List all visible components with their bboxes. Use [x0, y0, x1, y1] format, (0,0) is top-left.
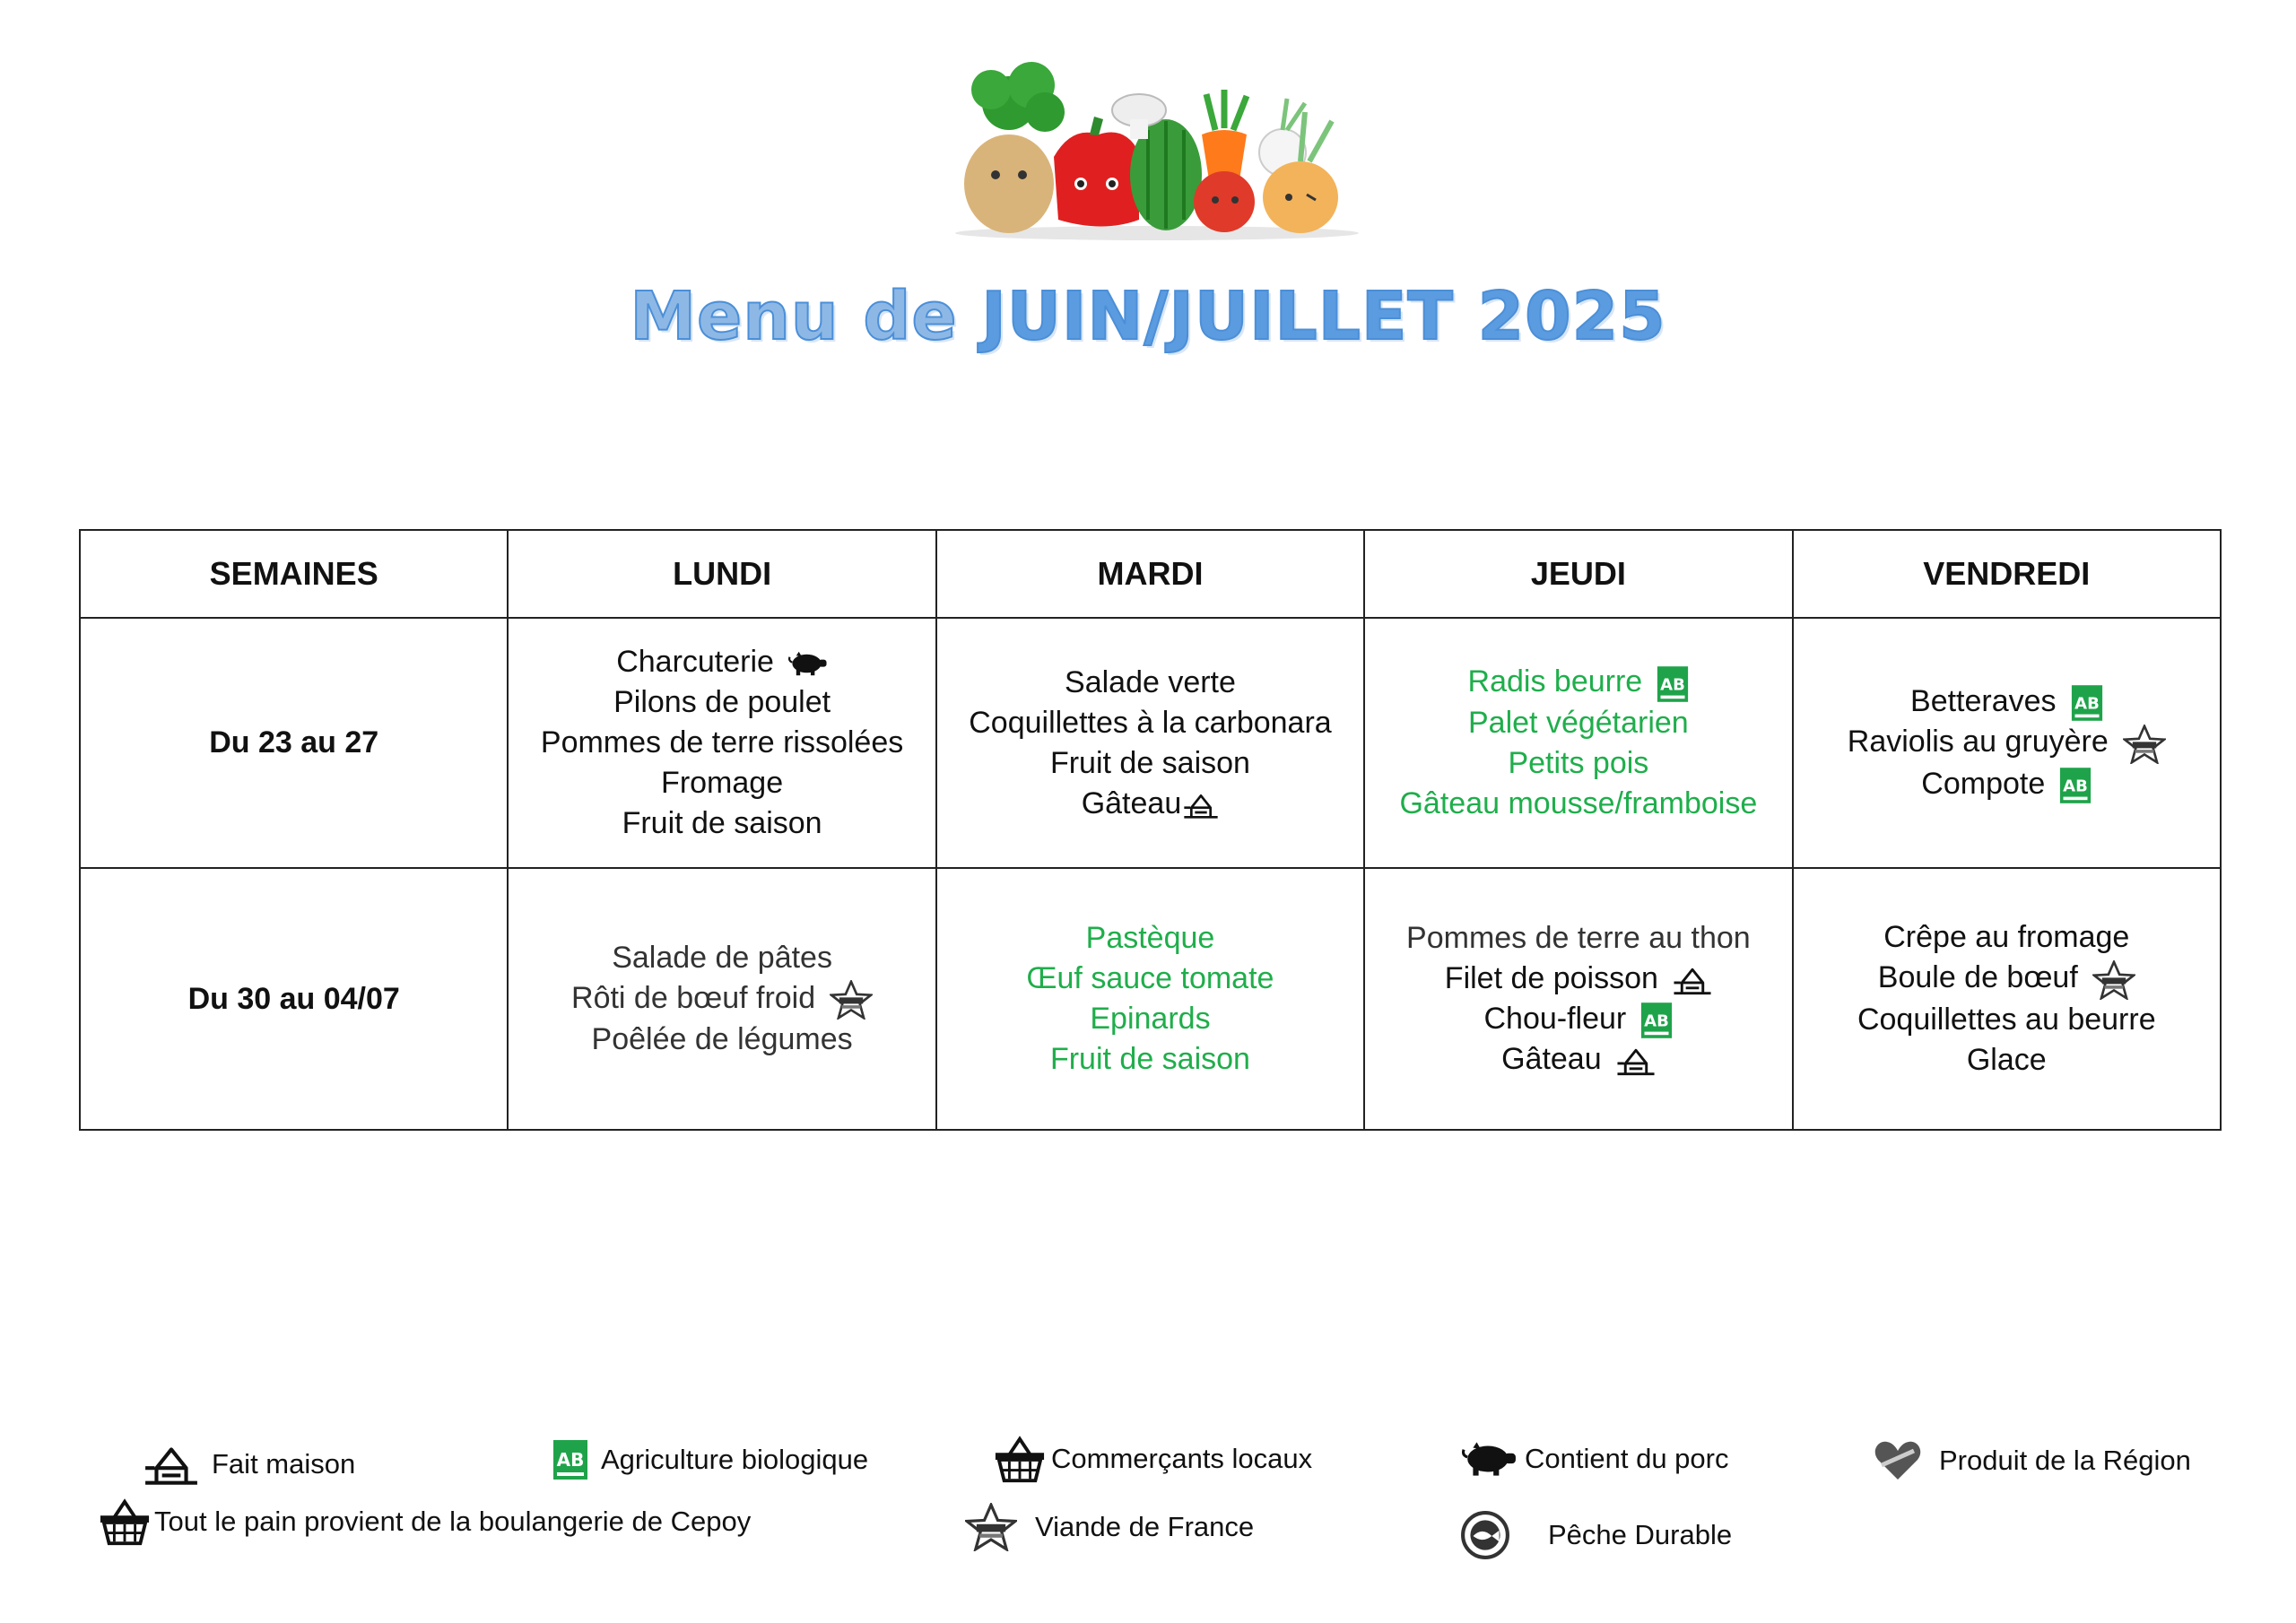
pig-icon [788, 650, 828, 677]
dish: Pilons de poulet [613, 685, 831, 719]
dish: Crêpe au fromage [1883, 920, 2130, 955]
dish: Coquillettes au beurre [1857, 1002, 2156, 1037]
dish: Pommes de terre rissolées [540, 725, 904, 759]
dish: Rôti de bœuf froid [509, 978, 934, 1020]
legend-region: Produit de la Région [1873, 1438, 2191, 1483]
dish: Palet végétarien [1468, 705, 1689, 740]
dish: Compote [1795, 764, 2219, 804]
dish: Fruit de saison [1049, 745, 1250, 780]
house-icon [1673, 965, 1712, 995]
cell-mardi-week1 [936, 618, 1364, 868]
dish: Fruit de saison [1049, 1042, 1250, 1076]
dish: Filet de poisson [1366, 959, 1790, 999]
ab-organic-icon [552, 1439, 588, 1480]
viande-france-icon [830, 980, 873, 1020]
legend-commercants: Commerçants locaux [994, 1435, 1312, 1483]
menu-table [79, 529, 2222, 1131]
legend-pain: Tout le pain provient de la boulangerie de Cepoy [99, 1497, 751, 1546]
dish: Salade de pâtes [612, 940, 832, 975]
viande-france-icon [2092, 960, 2135, 1000]
dish: Raviolis au gruyère [1795, 722, 2219, 763]
dish: Salade verte [1065, 664, 1236, 699]
dish: Betteraves [1795, 681, 2219, 722]
title-prefix: Menu de [630, 278, 982, 355]
cell-jeudi-week2 [1364, 868, 1792, 1130]
house-icon [1183, 791, 1219, 820]
pig-icon [1462, 1440, 1518, 1478]
cell-jeudi-week1 [1364, 618, 1792, 868]
fish-sustainable-icon [1460, 1510, 1510, 1560]
house-icon [1616, 1046, 1656, 1076]
dish: Charcuterie [509, 642, 934, 682]
dish: Gâteau [1366, 1039, 1790, 1080]
legend-peche: Pêche Durable [1460, 1510, 1732, 1560]
ab-organic-icon [1640, 1002, 1673, 1039]
viande-france-icon [2123, 725, 2166, 764]
dish: Radis beurre [1366, 662, 1790, 702]
dish: Pommes de terre au thon [1406, 920, 1751, 955]
dish: Coquillettes à la carbonara [969, 705, 1332, 740]
header-semaines: SEMAINES [80, 530, 508, 618]
dish: Gâteau [938, 784, 1362, 824]
page-title [0, 278, 2296, 355]
cell-vendredi-week2 [1793, 868, 2221, 1130]
legend-fait-maison: Fait maison [144, 1444, 355, 1485]
cell-lundi-week1 [508, 618, 935, 868]
title-month-year: JUIN/JUILLET 2025 [981, 278, 1666, 355]
viande-france-icon [965, 1503, 1017, 1551]
dish: Petits pois [1508, 745, 1649, 780]
header-row [80, 530, 2221, 618]
legend-bio: Agriculture biologique [552, 1439, 868, 1480]
dish: Fruit de saison [622, 806, 822, 840]
basket-icon [99, 1497, 151, 1546]
week-label: Du 30 au 04/07 [80, 868, 508, 1130]
ab-organic-icon [2071, 684, 2103, 722]
header-mardi: MARDI [936, 530, 1364, 618]
dish: Boule de bœuf [1795, 958, 2219, 999]
ab-organic-icon [1657, 665, 1689, 703]
dish: Fromage [661, 766, 784, 800]
house-icon [144, 1444, 199, 1485]
cell-mardi-week2 [936, 868, 1364, 1130]
legend-porc: Contient du porc [1462, 1440, 1728, 1478]
week-label: Du 23 au 27 [80, 618, 508, 868]
dish: Pastèque [1085, 921, 1215, 955]
table-row [80, 618, 2221, 868]
dish: Glace [1966, 1042, 2047, 1077]
cell-lundi-week2 [508, 868, 935, 1130]
dish: Œuf sauce tomate [1026, 961, 1274, 995]
header-jeudi: JEUDI [1364, 530, 1792, 618]
dish: Gâteau mousse/framboise [1399, 785, 1758, 820]
table-row [80, 868, 2221, 1130]
ab-organic-icon [2059, 767, 2092, 804]
dish: Chou-fleur [1366, 999, 1790, 1039]
dish: Epinards [1090, 1002, 1211, 1036]
vegetables-illustration [946, 49, 1368, 242]
basket-icon [994, 1435, 1046, 1483]
cell-vendredi-week1 [1793, 618, 2221, 868]
heart-region-icon [1873, 1438, 1923, 1483]
dish: Poêlée de légumes [591, 1022, 853, 1056]
legend-viande: Viande de France [965, 1503, 1254, 1551]
header-lundi: LUNDI [508, 530, 935, 618]
header-vendredi: VENDREDI [1793, 530, 2221, 618]
